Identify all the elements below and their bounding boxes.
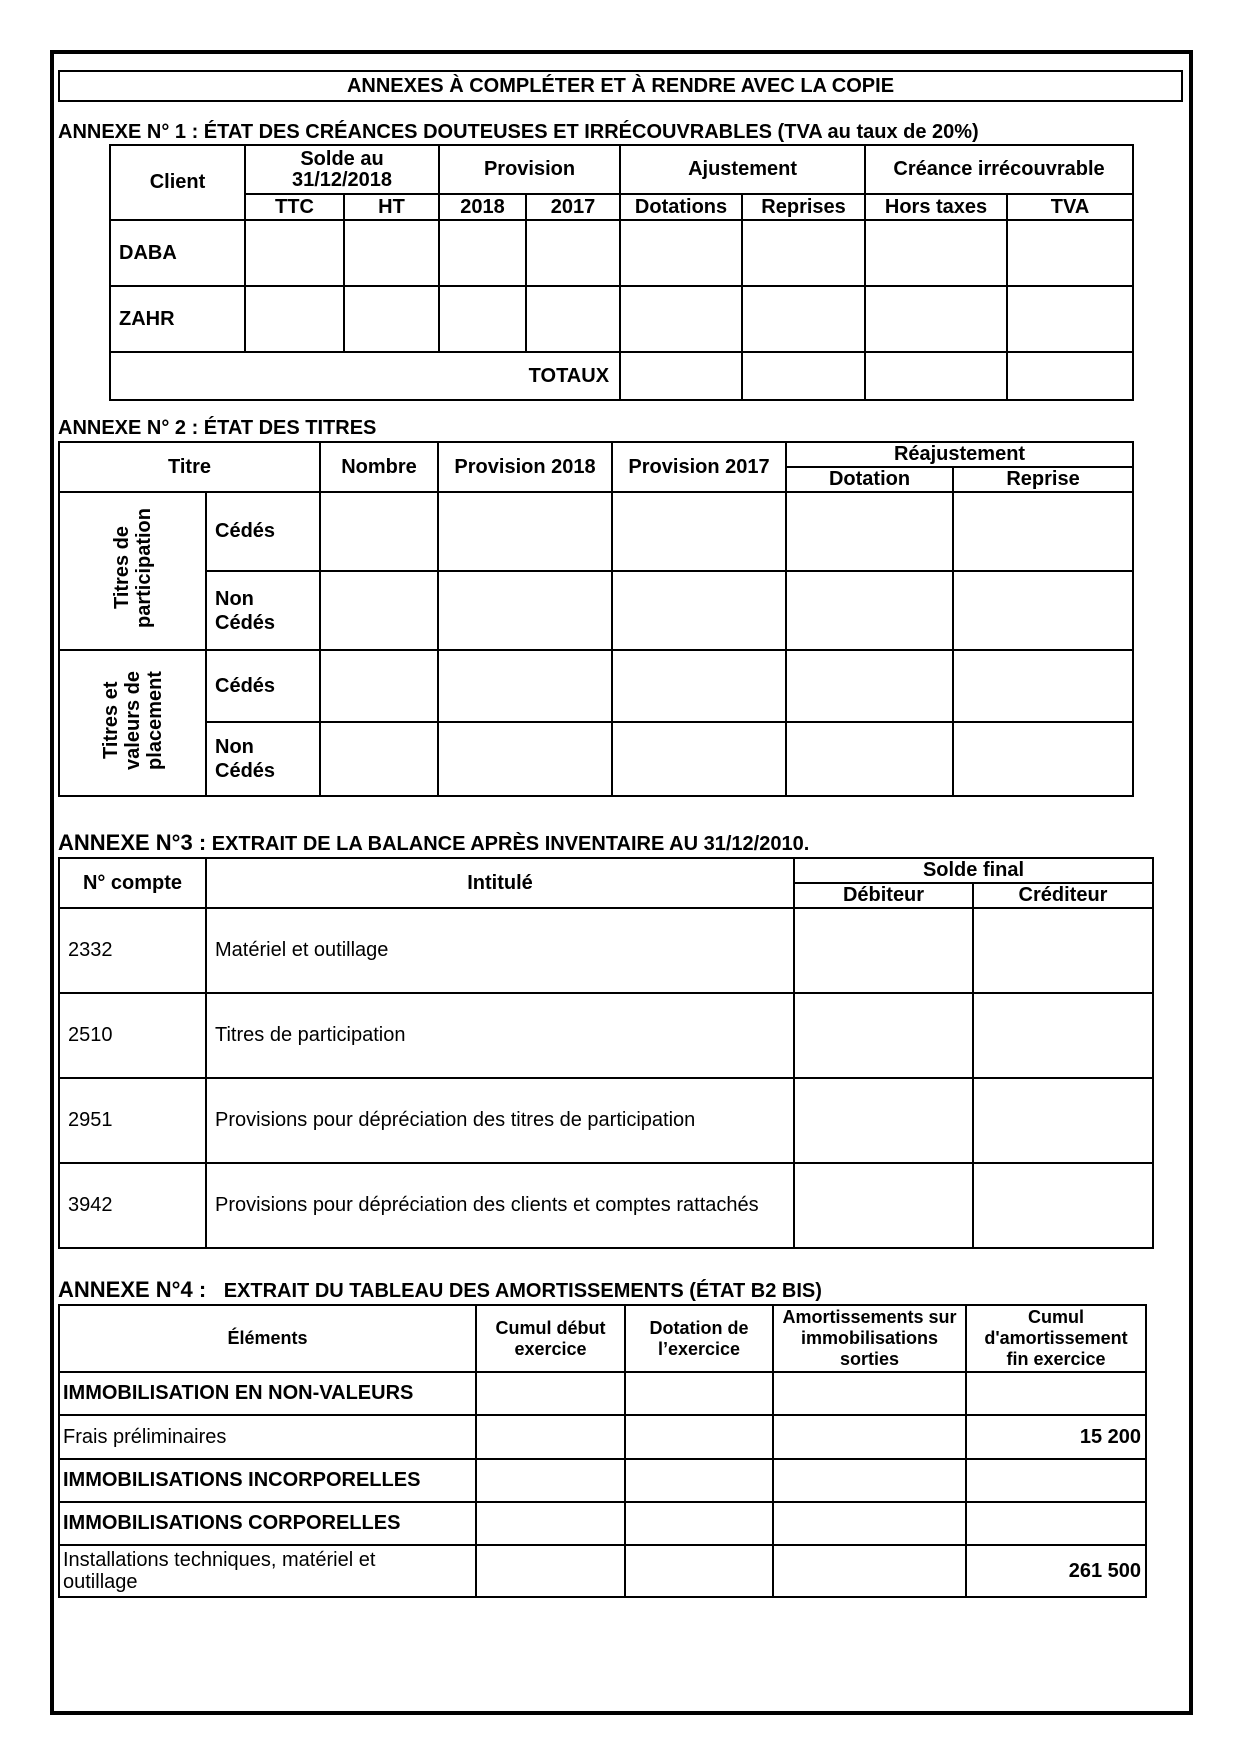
element-label: Installations techniques, matériel et outillage	[59, 1545, 476, 1597]
element-value	[966, 1459, 1146, 1502]
table-row	[59, 1372, 1146, 1415]
col-amort-l1: Amortissements sur	[782, 1307, 957, 1327]
col-cumul-debut	[476, 1305, 625, 1372]
annexe2-title: ANNEXE N° 2 : ÉTAT DES TITRES	[58, 417, 377, 439]
col-solde-final: Solde final	[794, 858, 1153, 883]
col-reprises: Reprises	[742, 194, 865, 220]
compte-number: 2510	[59, 993, 206, 1078]
col-cumul-fin-l1: Cumul	[1028, 1307, 1084, 1327]
cedes-word: Cédés	[215, 611, 276, 634]
annexe3-text: EXTRAIT DE LA BALANCE APRÈS INVENTAIRE AU 31/12/2010.	[211, 833, 810, 855]
col-cumul-fin	[966, 1305, 1146, 1372]
element-value: 261 500	[966, 1545, 1146, 1597]
col-solde	[245, 145, 439, 194]
col-dotation-l2: l’exercice	[657, 1338, 741, 1359]
table-row	[110, 220, 1133, 286]
col-cumul-debut-l1: Cumul début	[495, 1317, 606, 1338]
compte-intitule: Provisions pour dépréciation des titres de participation	[206, 1078, 794, 1163]
col-2017: 2017	[526, 194, 620, 220]
annexe2-table	[58, 441, 1134, 797]
annexe1-title: ANNEXE N° 1 : ÉTAT DES CRÉANCES DOUTEUSES ET IRRÉCOUVRABLES (TVA au taux de 20%)	[58, 121, 979, 143]
annexe1-table	[109, 144, 1134, 401]
col-nombre: Nombre	[320, 442, 438, 492]
non-label: Non	[215, 587, 254, 610]
col-crediteur: Créditeur	[973, 883, 1153, 908]
col-reajustement: Réajustement	[786, 442, 1133, 467]
compte-intitule: Matériel et outillage	[206, 908, 794, 993]
element-value: 15 200	[966, 1415, 1146, 1459]
annexe3-number: ANNEXE N°3 :	[58, 830, 207, 855]
non-cedes-label	[206, 722, 320, 796]
col-cumul-fin-l2: d'amortissement	[984, 1328, 1128, 1348]
col-dotation-l1: Dotation de	[649, 1317, 749, 1338]
annexe4-title	[58, 1277, 822, 1303]
col-amortissements-sorties	[773, 1305, 966, 1372]
client-name: DABA	[110, 220, 245, 286]
col-provision-2017: Provision 2017	[612, 442, 786, 492]
cedes-word: Cédés	[215, 760, 276, 782]
table-row	[59, 492, 1133, 571]
element-label: IMMOBILISATIONS INCORPORELLES	[59, 1459, 476, 1502]
col-2018: 2018	[439, 194, 526, 220]
annexe3-table	[58, 857, 1154, 1249]
compte-intitule: Titres de participation	[206, 993, 794, 1078]
group-titres-placement	[59, 650, 206, 796]
col-tva: TVA	[1007, 194, 1133, 220]
group-label: Titres et valeurs de placement	[99, 670, 166, 770]
totals-row	[110, 352, 1133, 400]
annexe4-text: EXTRAIT DU TABLEAU DES AMORTISSEMENTS (ÉTAT B2 BIS)	[223, 1280, 822, 1302]
table-row	[59, 722, 1133, 796]
table-row	[110, 286, 1133, 352]
col-provision: Provision	[439, 145, 620, 194]
col-solde-label: Solde au	[300, 147, 384, 170]
non-cedes-label	[206, 571, 320, 650]
annexe4-table	[58, 1304, 1147, 1598]
annexe3-title	[58, 830, 809, 856]
col-dotations: Dotations	[620, 194, 742, 220]
col-ht: HT	[344, 194, 439, 220]
group-label: Titres de participation	[110, 507, 155, 628]
col-compte: N° compte	[59, 858, 206, 908]
page-title: ANNEXES À COMPLÉTER ET À RENDRE AVEC LA COPIE	[58, 70, 1183, 102]
col-dotation: Dotation	[786, 467, 953, 492]
compte-number: 2951	[59, 1078, 206, 1163]
col-cumul-debut-l2: exercice	[514, 1338, 587, 1359]
col-client: Client	[110, 145, 245, 220]
table-row	[59, 1163, 1153, 1248]
col-elements: Éléments	[59, 1305, 476, 1372]
element-value	[966, 1372, 1146, 1415]
element-value	[966, 1502, 1146, 1545]
col-reprise: Reprise	[953, 467, 1133, 492]
compte-intitule: Provisions pour dépréciation des clients et comptes rattachés	[206, 1163, 794, 1248]
col-cumul-fin-l3: fin exercice	[1006, 1349, 1106, 1369]
element-label: IMMOBILISATIONS CORPORELLES	[59, 1502, 476, 1545]
table-row	[59, 1459, 1146, 1502]
group-titres-participation	[59, 492, 206, 650]
table-row	[59, 1502, 1146, 1545]
client-name: ZAHR	[110, 286, 245, 352]
table-row	[59, 1545, 1146, 1597]
annexe4-number: ANNEXE N°4 :	[58, 1277, 207, 1302]
cedes-label: Cédés	[206, 492, 320, 571]
col-titre: Titre	[59, 442, 320, 492]
compte-number: 2332	[59, 908, 206, 993]
col-ajustement: Ajustement	[620, 145, 865, 194]
cedes-label: Cédés	[206, 650, 320, 722]
col-debiteur: Débiteur	[794, 883, 973, 908]
col-amort-l2: immobilisations	[800, 1328, 939, 1348]
table-row	[59, 650, 1133, 722]
col-intitule: Intitulé	[206, 858, 794, 908]
col-hors-taxes: Hors taxes	[865, 194, 1007, 220]
compte-number: 3942	[59, 1163, 206, 1248]
totaux-label: TOTAUX	[110, 352, 620, 400]
table-row	[59, 993, 1153, 1078]
table-row	[59, 1078, 1153, 1163]
non-label: Non	[215, 736, 254, 758]
col-creance: Créance irrécouvrable	[865, 145, 1133, 194]
element-label: IMMOBILISATION EN NON-VALEURS	[59, 1372, 476, 1415]
col-provision-2018: Provision 2018	[438, 442, 612, 492]
col-solde-date: 31/12/2018	[291, 168, 393, 191]
col-amort-l3: sorties	[839, 1349, 900, 1369]
col-dotation-exercice	[625, 1305, 773, 1372]
col-ttc: TTC	[245, 194, 344, 220]
element-label: Frais préliminaires	[59, 1415, 476, 1459]
table-row	[59, 1415, 1146, 1459]
table-row	[59, 908, 1153, 993]
table-row	[59, 571, 1133, 650]
